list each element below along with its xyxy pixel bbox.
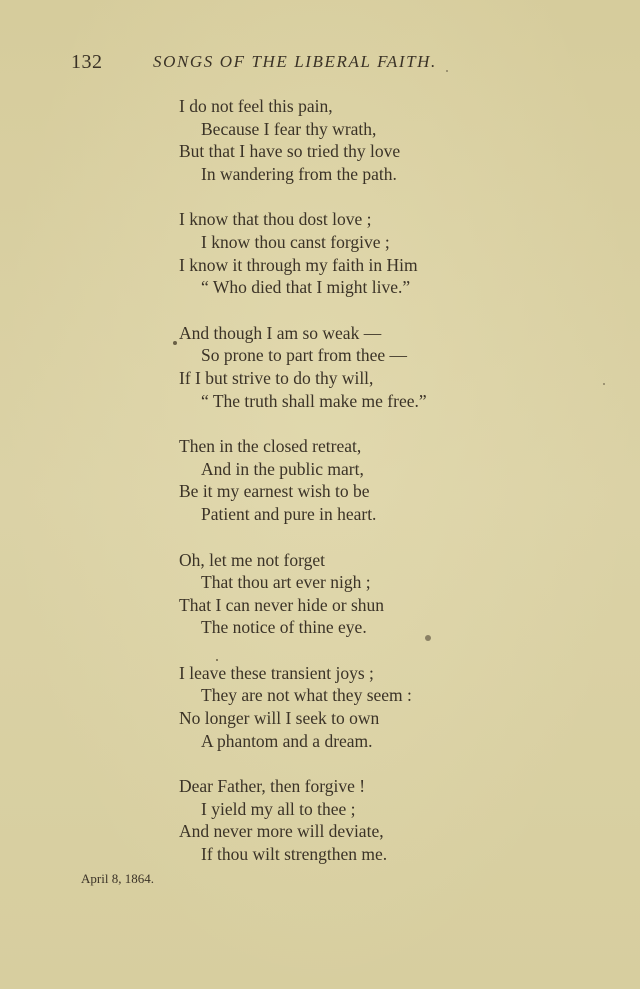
stanza-3 [179,322,499,412]
poem-line: A phantom and a dream. [201,730,373,751]
poem-line: “ Who died that I might live.” [201,277,411,298]
stanza-2 [179,208,499,298]
poem-date: April 8, 1864. [81,871,154,886]
poem-line: And though I am so weak — [179,322,382,343]
poem-line: I do not feel this pain, [179,96,333,116]
stanza-5 [179,549,499,639]
poem-line: I know it through my faith in Him [179,254,418,275]
poem-line: “ The truth shall make me free.” [201,390,427,411]
poem-line: I yield my all to thee ; [201,798,356,819]
poem-line: That I can never hide or shun [179,594,385,615]
stanza-4 [179,435,499,525]
poem-line: I know thou canst forgive ; [201,231,390,252]
poem-line: So prone to part from thee — [201,345,408,366]
poem-line: If thou wilt strengthen me. [201,844,388,865]
poem-line: And never more will deviate, [179,821,384,842]
poem-line: No longer will I seek to own [179,708,380,729]
poem-line: Then in the closed retreat, [179,436,362,457]
poem-line: That thou art ever nigh ; [201,572,371,593]
poem-line: In wandering from the path. [201,163,397,184]
running-head [71,51,483,75]
page-number: 132 [71,51,103,73]
poem-line: And in the public mart, [201,458,364,479]
paper-speck [216,659,218,661]
paper-speck [425,635,431,641]
poem-line: I leave these transient joys ; [179,662,374,683]
paper-speck [603,383,605,385]
book-title: SONGS OF THE LIBERAL FAITH. [153,52,437,71]
stanza-7 [179,775,499,865]
paper-speck [446,70,448,72]
poem-line: But that I have so tried thy love [179,141,401,162]
stanza-1 [179,95,499,185]
poem-line: If I but strive to do thy will, [179,367,374,388]
poem [179,95,499,889]
poem-line: Patient and pure in heart. [201,503,377,524]
poem-line: They are not what they seem : [201,685,412,706]
paper-speck [173,341,177,345]
poem-line: Because I fear thy wrath, [201,118,377,139]
poem-line: The notice of thine eye. [201,617,367,638]
poem-line: Be it my earnest wish to be [179,481,370,502]
poem-line: I know that thou dost love ; [179,209,372,230]
stanza-6 [179,662,499,752]
poem-line: Dear Father, then forgive ! [179,776,366,797]
poem-line: Oh, let me not forget [179,549,325,570]
